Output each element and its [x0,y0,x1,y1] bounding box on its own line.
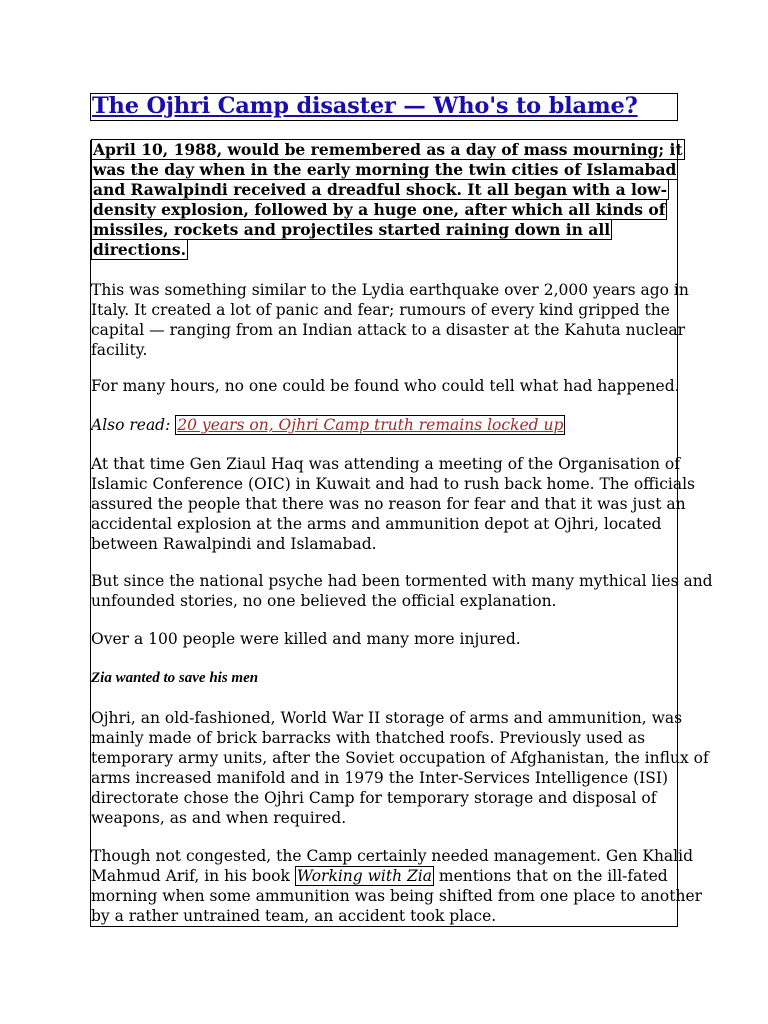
paragraph-line: between Rawalpindi and Islamabad. [91,535,377,553]
paragraph-line: Mahmud Arif, in his book Working with Zia mentions that on the ill-fated [91,867,668,885]
paragraph-line: facility. [91,341,148,359]
paragraph-line: Islamic Conference (OIC) in Kuwait and had to rush back home. The officials [91,475,695,493]
paragraph-line: Though not congested, the Camp certainly needed management. Gen Khalid [91,847,694,865]
paragraph-line: assured the people that there was no reason for fear and that it was just an [91,495,686,513]
lead-paragraph-line: missiles, rockets and projectiles started raining down in all [93,220,611,239]
paragraph-line: accidental explosion at the arms and ammunition depot at Ojhri, located [91,515,662,533]
paragraph-line: But since the national psyche had been tormented with many mythical lies and [91,572,713,590]
section-subheading: Zia wanted to save his men [91,670,259,686]
paragraph-line: arms increased manifold and in 1979 the Inter-Services Intelligence (ISI) [91,769,669,787]
paragraph-line: Over a 100 people were killed and many more injured. [91,630,521,648]
article-title-link[interactable]: The Ojhri Camp disaster — Who's to blame? [92,93,638,119]
article-title-box [90,93,678,121]
also-read-label: Also read: [91,416,171,434]
paragraph-line: weapons, as and when required. [91,809,347,827]
paragraph-line: capital — ranging from an Indian attack to a disaster at the Kahuta nuclear [91,321,685,339]
paragraph-line: unfounded stories, no one believed the official explanation. [91,592,557,610]
paragraph-line: At that time Gen Ziaul Haq was attending a meeting of the Organisation of [91,455,680,473]
paragraph-line: temporary army units, after the Soviet occupation of Afghanistan, the influx of [91,749,709,767]
paragraph-line: mainly made of brick barracks with thatched roofs. Previously used as [91,729,646,747]
also-read-link[interactable]: 20 years on, Ojhri Camp truth remains locked up [177,416,564,434]
paragraph-line: morning when some ammunition was being shifted from one place to another [91,887,703,905]
paragraph-line: For many hours, no one could be found who could tell what had happened. [91,377,680,395]
lead-paragraph-line: and Rawalpindi received a dreadful shock. It all began with a low- [93,180,668,199]
paragraph-line: by a rather untrained team, an accident took place. [91,907,497,925]
lead-paragraph-line: April 10, 1988, would be remembered as a day of mass mourning; it [93,140,683,159]
paragraph-line: Ojhri, an old-fashioned, World War II storage of arms and ammunition, was [91,709,683,727]
lead-paragraph-line: directions. [93,240,186,259]
book-title: Working with Zia [296,867,432,885]
also-read [91,415,565,435]
paragraph-line: directorate chose the Ojhri Camp for temporary storage and disposal of [91,789,657,807]
lead-paragraph-line: was the day when in the early morning the twin cities of Islamabad [93,160,677,179]
article-body [90,140,713,927]
lead-paragraph-line: density explosion, followed by a huge one, after which all kinds of [93,200,666,219]
paragraph-line: This was something similar to the Lydia earthquake over 2,000 years ago in [91,281,689,299]
paragraph-line: Italy. It created a lot of panic and fear; rumours of every kind gripped the [91,301,670,319]
